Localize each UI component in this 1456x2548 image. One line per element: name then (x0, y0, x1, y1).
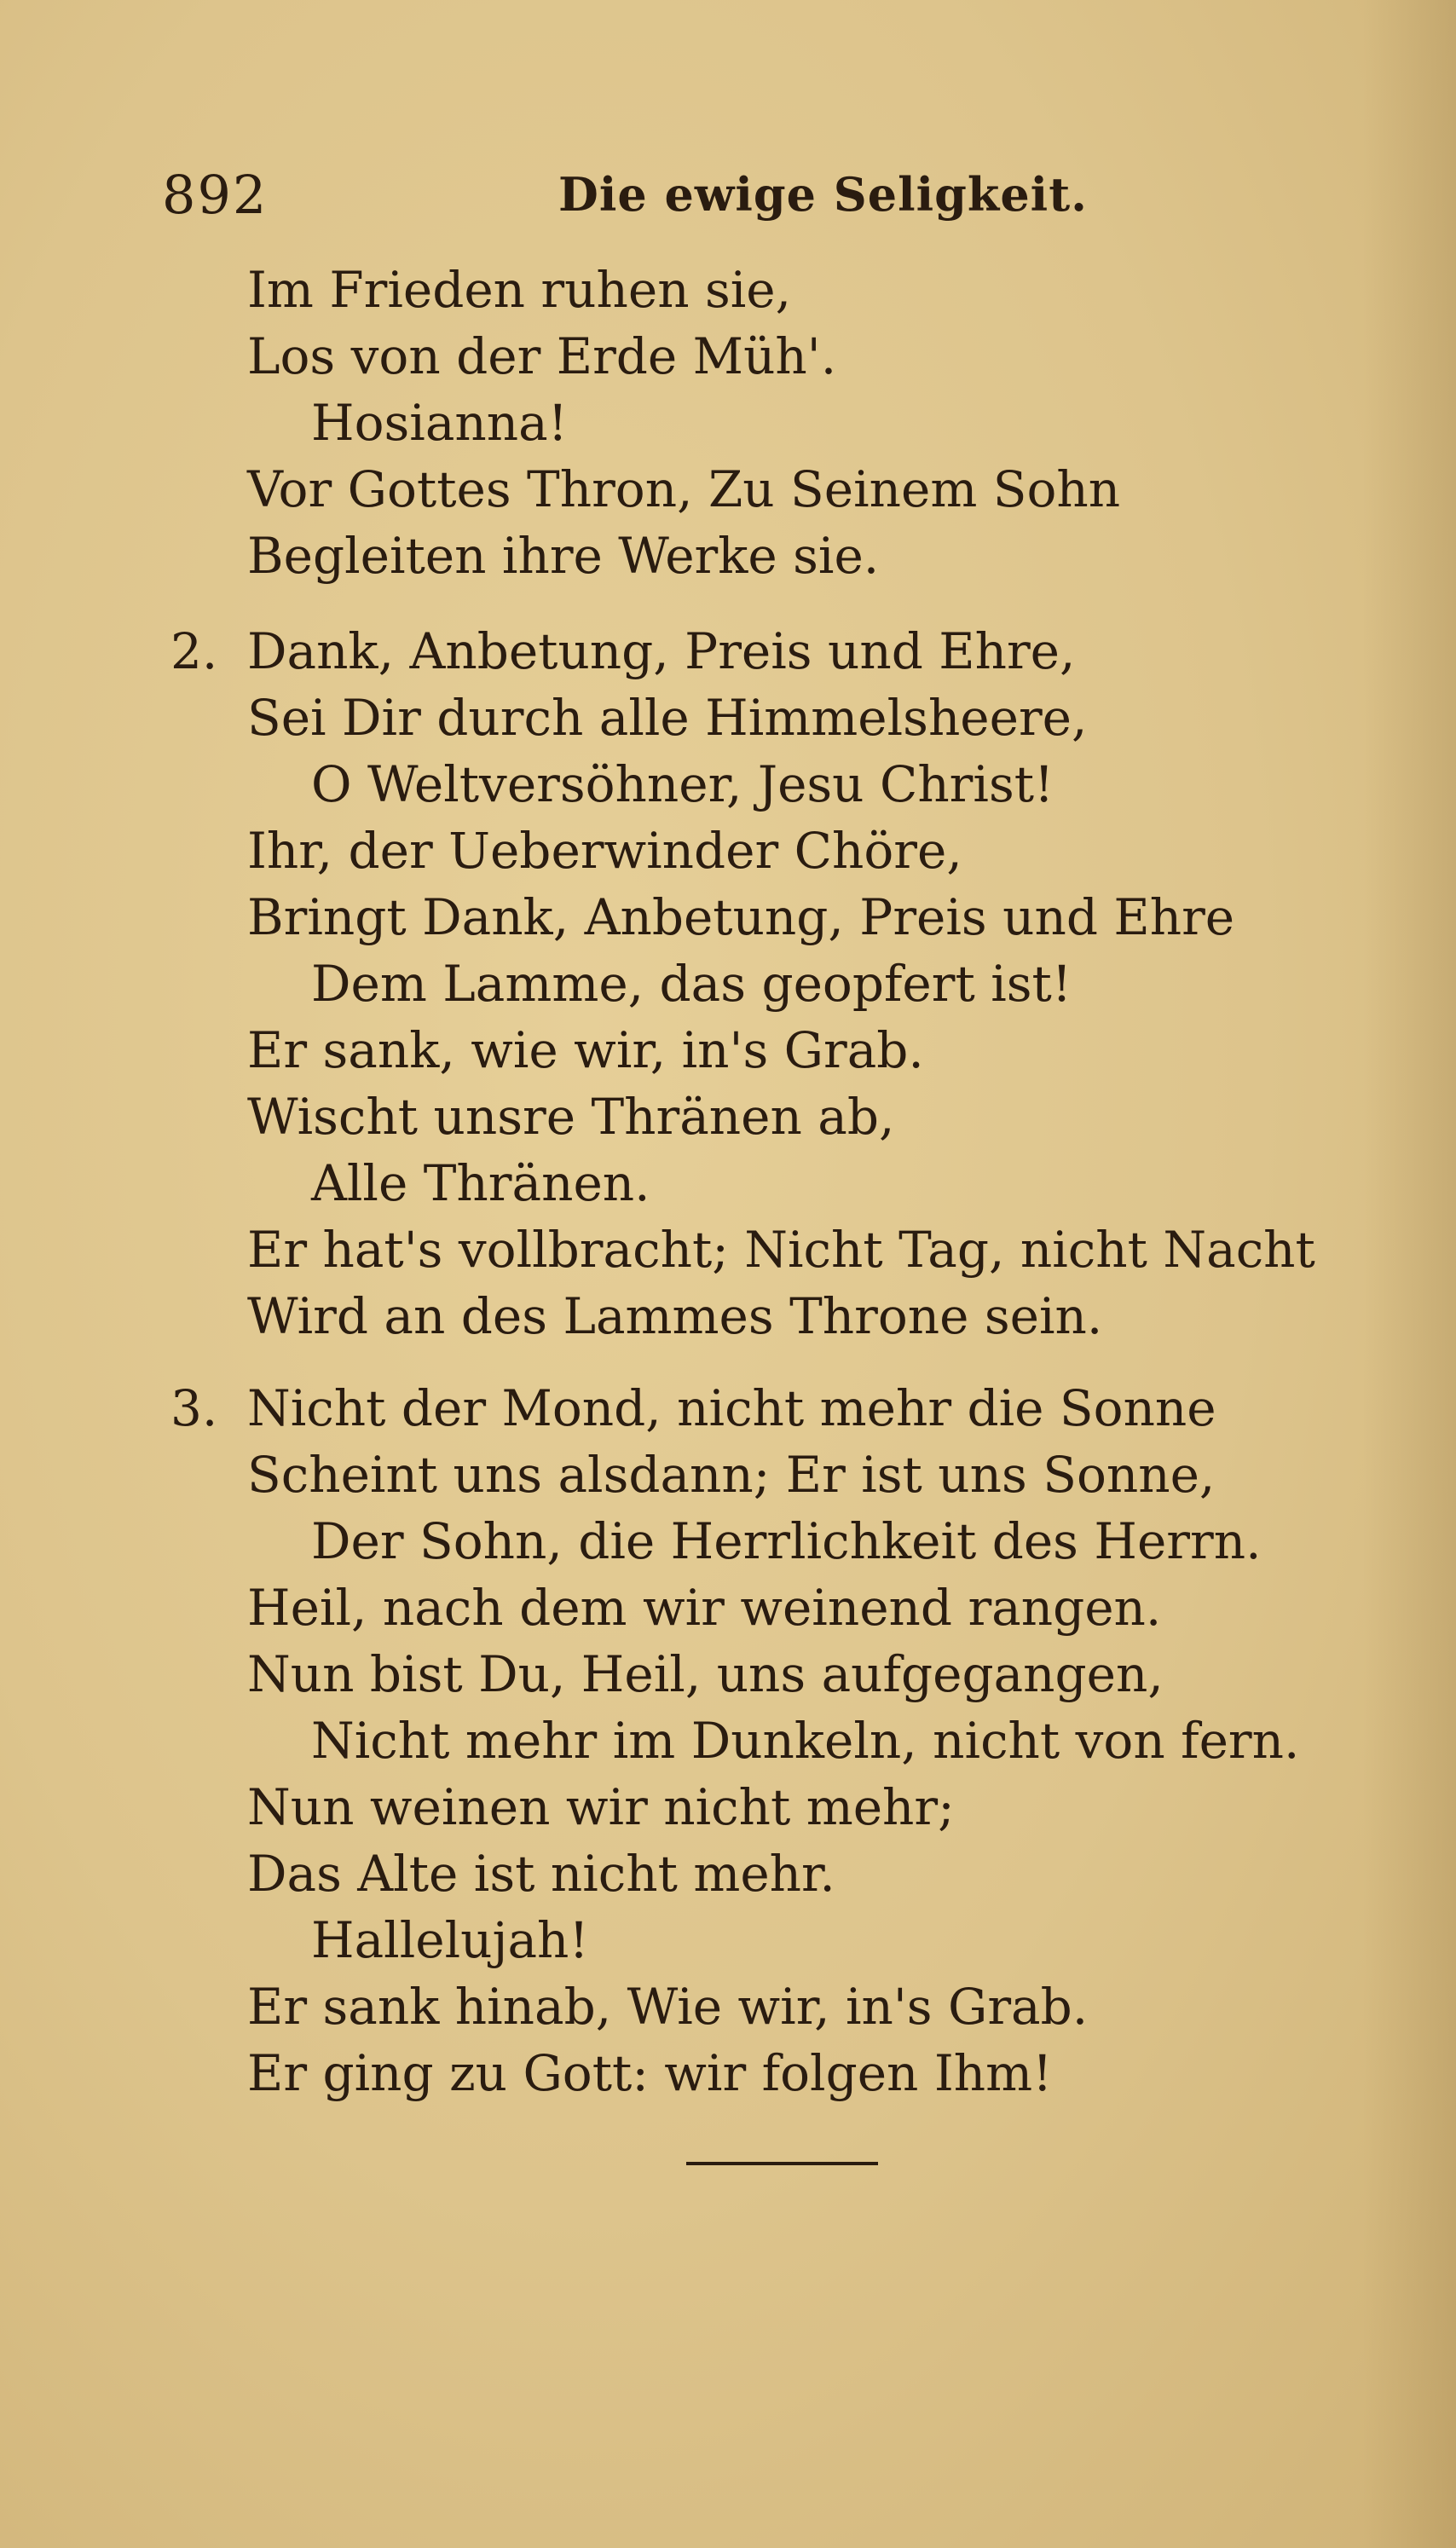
verse-line: Dank, Anbetung, Preis und Ehre, (247, 622, 1076, 680)
verse-line: Nun bist Du, Heil, uns aufgegangen, (247, 1645, 1164, 1703)
verse-line: Scheint uns alsdann; Er ist uns Sonne, (247, 1446, 1216, 1504)
verse-line: Bringt Dank, Anbetung, Preis und Ehre (247, 888, 1235, 946)
verse-line: Ihr, der Ueberwinder Chöre, (247, 822, 962, 880)
verse-line: Vor Gottes Thron, Zu Seinem Sohn (247, 460, 1121, 518)
stanza-number: 3. (170, 1379, 218, 1437)
verse-line: Wird an des Lammes Throne sein. (247, 1287, 1103, 1345)
verse-line: Begleiten ihre Werke sie. (247, 527, 880, 585)
verse-line: Hosianna! (311, 394, 568, 452)
verse-line: Er hat's vollbracht; Nicht Tag, nicht Nacht (247, 1221, 1315, 1279)
verse-line: Nicht mehr im Dunkeln, nicht von fern. (311, 1712, 1300, 1770)
verse-line: Im Frieden ruhen sie, (247, 261, 792, 319)
verse-line: Der Sohn, die Herrlichkeit des Herrn. (311, 1512, 1262, 1570)
verse-line: Sei Dir durch alle Himmelsheere, (247, 689, 1088, 747)
verse-line: Heil, nach dem wir weinend rangen. (247, 1579, 1162, 1637)
verse-line: Alle Thränen. (311, 1154, 650, 1212)
running-title: Die ewige Seligkeit. (558, 167, 1088, 222)
verse-line: Nun weinen wir nicht mehr; (247, 1778, 955, 1836)
page-edge-shadow (1362, 0, 1456, 2548)
end-rule (686, 2162, 878, 2165)
verse-line: Das Alte ist nicht mehr. (247, 1845, 835, 1903)
verse-line: Dem Lamme, das geopfert ist! (311, 955, 1072, 1013)
verse-line: Er sank, wie wir, in's Grab. (247, 1021, 924, 1079)
verse-line: Hallelujah! (311, 1911, 589, 1969)
page-header (162, 164, 1355, 232)
stanza-number: 2. (170, 622, 218, 680)
verse-line: Wischt unsre Thränen ab, (247, 1088, 895, 1146)
verse-line: Nicht der Mond, nicht mehr die Sonne (247, 1379, 1216, 1437)
verse-line: Los von der Erde Müh'. (247, 327, 837, 385)
page-number: 892 (162, 164, 269, 226)
verse-line: Er ging zu Gott: wir folgen Ihm! (247, 2044, 1053, 2102)
verse-line: O Weltversöhner, Jesu Christ! (311, 755, 1054, 813)
verse-line: Er sank hinab, Wie wir, in's Grab. (247, 1978, 1089, 2036)
